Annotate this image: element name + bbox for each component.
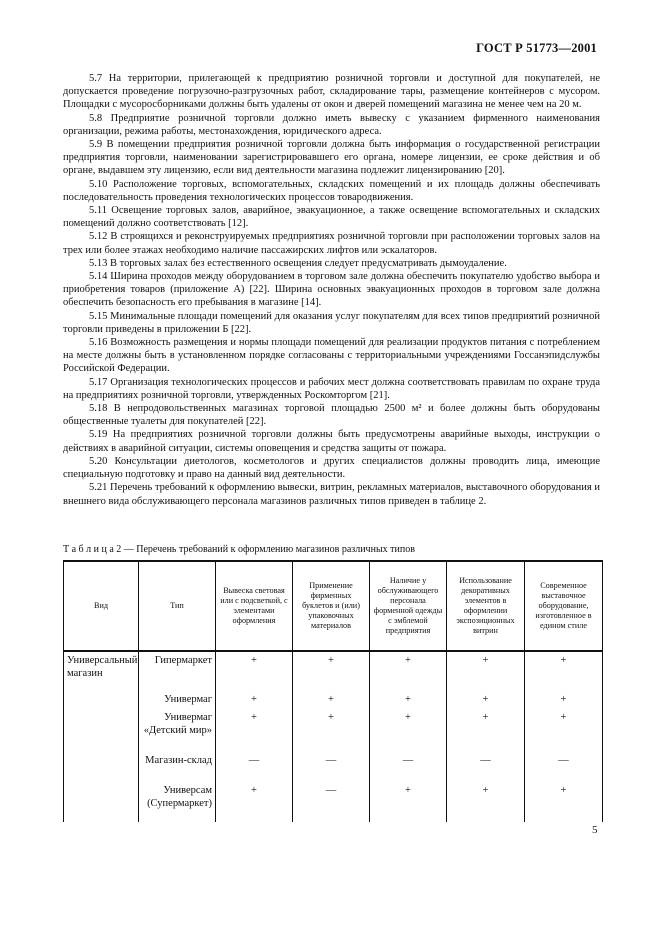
mark-cell: + bbox=[447, 782, 525, 822]
kind-cell: Универсальный магазин bbox=[64, 651, 139, 822]
mark-cell: + bbox=[525, 782, 603, 822]
mark-cell: — bbox=[525, 752, 603, 783]
paragraph-5-13: 5.13 В торговых залах без естественного освещения следует предусматривать дымоудаление. bbox=[89, 257, 507, 269]
mark-cell: + bbox=[370, 709, 447, 752]
requirements-table bbox=[63, 560, 603, 822]
table-row bbox=[64, 782, 603, 822]
mark-cell: + bbox=[293, 691, 370, 709]
type-cell: Магазин-склад bbox=[139, 752, 216, 783]
table-row bbox=[64, 651, 603, 691]
paragraph-5-7: 5.7 На территории, прилегающей к предприятию розничной торговли и доступной для покупателей, не допускается проведение погрузочно-разгрузочных работ, складирование тары, размещение контейнеров с мусором. Площадки с мусоросборниками должны быть удалены от окон и дверей помещений магазина не менее чем на 20 м. bbox=[63, 73, 600, 111]
paragraph-5-15: 5.15 Минимальные площади помещений для оказания услуг покупателям для всех типов предприятий розничной торговли приведены в приложении Б [22]. bbox=[63, 310, 600, 335]
type-cell: Универмаг «Детский мир» bbox=[139, 709, 216, 752]
column-header-type: Тип bbox=[139, 561, 216, 651]
mark-cell: — bbox=[293, 782, 370, 822]
mark-cell: + bbox=[293, 651, 370, 691]
column-header-equipment: Современное выставочное оборудование, изготовленное в едином стиле bbox=[525, 561, 603, 651]
type-cell: Универмаг bbox=[139, 691, 216, 709]
mark-cell: + bbox=[216, 691, 293, 709]
mark-cell: + bbox=[370, 651, 447, 691]
body-text bbox=[63, 72, 600, 508]
paragraph-5-19: 5.19 На предприятиях розничной торговли должны быть предусмотрены аварийные выходы, инструкции о действиях в аварийной ситуации, системы оповещения и средства защиты от пожара. bbox=[63, 429, 600, 454]
paragraph-5-16: 5.16 Возможность размещения и нормы площади помещений для реализации продуктов питания с потреблением на месте должны быть в установленном порядке согласованы с территориальными учреждениями Госсанэпидслужбы Российской Федерации. bbox=[63, 337, 600, 375]
table-row bbox=[64, 752, 603, 783]
mark-cell: + bbox=[447, 709, 525, 752]
column-header-uniform: Наличие у обслуживающего персонала форменной одежды с эмблемой предприятия bbox=[370, 561, 447, 651]
table-row bbox=[64, 691, 603, 709]
mark-cell: — bbox=[370, 752, 447, 783]
mark-cell: — bbox=[216, 752, 293, 783]
mark-cell: + bbox=[370, 691, 447, 709]
column-header-showcase: Использование декоративных элементов в оформлении экспозиционных витрин bbox=[447, 561, 525, 651]
paragraph-5-17: 5.17 Организация технологических процессов и рабочих мест должна соответствовать правилам по охране труда на предприятиях розничной торговли, утвержденных Роскомторгом [21]. bbox=[63, 376, 600, 401]
mark-cell: + bbox=[447, 651, 525, 691]
mark-cell: — bbox=[293, 752, 370, 783]
paragraph-5-21: 5.21 Перечень требований к оформлению вывески, витрин, рекламных материалов, выставочного оборудования и внешнего вида обслуживающего персонала магазинов различных типов приведен в таблице 2. bbox=[63, 482, 600, 507]
type-cell: Гипермаркет bbox=[139, 651, 216, 691]
paragraph-5-20: 5.20 Консультации диетологов, косметологов и других специалистов должны проводить лица, имеющие специальную подготовку и право на данный вид деятельности. bbox=[63, 455, 600, 481]
mark-cell: + bbox=[525, 691, 603, 709]
mark-cell: + bbox=[370, 782, 447, 822]
type-cell: Универсам (Супермаркет) bbox=[139, 782, 216, 822]
column-header-booklets: Применение фирменных буклетов и (или) упаковочных материалов bbox=[293, 561, 370, 651]
mark-cell: + bbox=[447, 691, 525, 709]
mark-cell: — bbox=[447, 752, 525, 783]
mark-cell: + bbox=[525, 709, 603, 752]
paragraph-5-14: 5.14 Ширина проходов между оборудованием в торговом зале должна обеспечить покупателю удобство выбора и приобретения товаров (приложение А) [22]. Ширина основных эвакуационных проходов в торговом зале должна обеспечить безопасность его пребывания в магазине [14]. bbox=[63, 271, 600, 309]
mark-cell: + bbox=[216, 651, 293, 691]
column-header-vid: Вид bbox=[64, 561, 139, 651]
mark-cell: + bbox=[216, 782, 293, 822]
column-header-sign: Вывеска световая или с подсветкой, с элементами оформления bbox=[216, 561, 293, 651]
paragraph-5-10: 5.10 Расположение торговых, вспомогательных, складских помещений и их площадь должны обеспечивать последовательность проведения технологических процессов товародвижения. bbox=[63, 178, 600, 203]
table-header-row bbox=[64, 561, 603, 651]
table-row bbox=[64, 709, 603, 752]
paragraph-5-12: 5.12 В строящихся и реконструируемых предприятиях розничной торговли при расположении торговых залов на трех или более этажах необходимо наличие пассажирских лифтов или эскалаторов. bbox=[63, 231, 600, 256]
mark-cell: + bbox=[216, 709, 293, 752]
table-caption: Т а б л и ц а 2 — Перечень требований к оформлению магазинов различных типов bbox=[63, 544, 415, 555]
paragraph-5-9: 5.9 В помещении предприятия розничной торговли должна быть информация о государственной регистрации предприятия торговли, наименовании зарегистрировавшего его органа, номере лицензии, ее сроке действия и об органе, выдавшем эту лицензию, если вид деятельности магазина подлежит лицензированию [20]. bbox=[63, 139, 600, 177]
paragraph-5-11: 5.11 Освещение торговых залов, аварийное, эвакуационное, а также освещение вспомогательных и складских помещений должно соответствовать [12]. bbox=[63, 205, 600, 230]
document-code: ГОСТ Р 51773—2001 bbox=[476, 41, 597, 55]
page-number: 5 bbox=[592, 824, 598, 836]
paragraph-5-18: 5.18 В непродовольственных магазинах торговой площадью 2500 м² и более должны быть оборудованы общественные туалеты для покупателей [22]. bbox=[63, 403, 600, 428]
paragraph-5-8: 5.8 Предприятие розничной торговли должно иметь вывеску с указанием фирменного наименования организации, режима работы, местонахождения, юридического адреса. bbox=[63, 112, 600, 137]
mark-cell: + bbox=[293, 709, 370, 752]
mark-cell: + bbox=[525, 651, 603, 691]
